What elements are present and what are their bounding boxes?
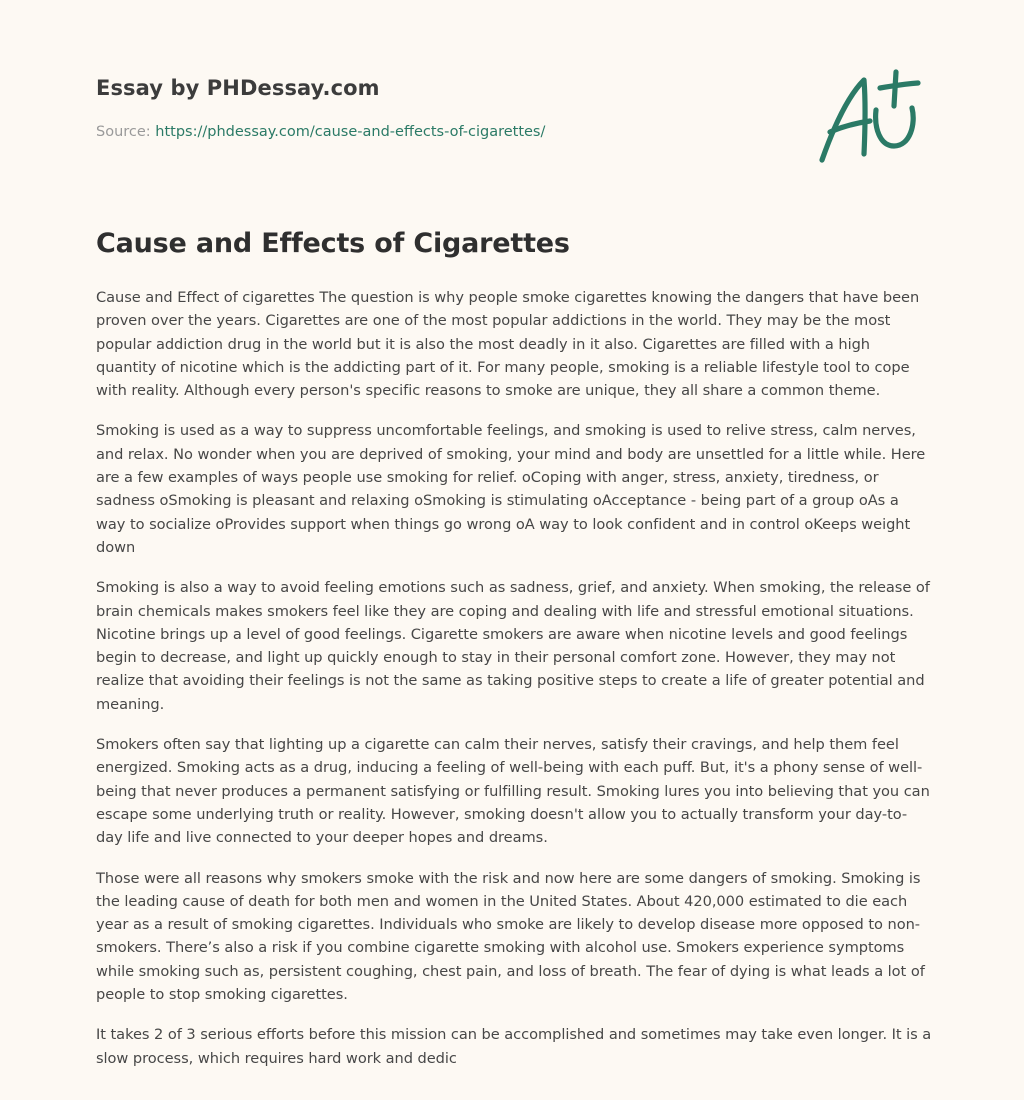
essay-title: Cause and Effects of Cigarettes	[96, 228, 570, 259]
essay-paragraph: Those were all reasons why smokers smoke with the risk and now here are some dangers of smoking. Smoking is the leading cause of death for both men and women in the United States. About 420,000 estimated to die each year as a result of smoking cigarettes. Individuals who smoke are likely to develop disease more opposed to non-smokers. There’s also a risk if you combine cigarette smoking with alcohol use. Smokers experience symptoms while smoking such as, persistent coughing, chest pain, and loss of breath. The fear of dying is what leads a lot of people to stop smoking cigarettes.	[96, 869, 925, 1004]
a-plus-logo-icon	[818, 66, 928, 166]
essay-paragraph: It takes 2 of 3 serious efforts before this mission can be accomplished and sometimes may take even longer. It is a slow process, which requires hard work and dedic	[96, 1026, 932, 1067]
source-label: Source:	[96, 124, 156, 140]
source-link[interactable]: https://phdessay.com/cause-and-effects-of-cigarettes/	[155, 124, 546, 140]
essay-paragraph: Smoking is also a way to avoid feeling emotions such as sadness, grief, and anxiety. When smoking, the release of brain chemicals makes smokers feel like they are coping and dealing with life and stressful emotional situations. Nicotine brings up a level of good feelings. Cigarette smokers are aware when nicotine levels and good feelings begin to decrease, and light up quickly enough to stay in their personal comfort zone. However, they may not realize that avoiding their feelings is not the same as taking positive steps to create a life of greater potential and meaning.	[96, 579, 930, 713]
essay-paragraph: Smokers often say that lighting up a cigarette can calm their nerves, satisfy their cravings, and help them feel energized. Smoking acts as a drug, inducing a feeling of well-being with each puff. But, it's a phony sense of well-being that never produces a permanent satisfying or fulfilling result. Smoking lures you into believing that you can escape some underlying truth or reality. However, smoking doesn't allow you to actually transform your day-to-day life and live connected to your deeper hopes and dreams.	[96, 736, 930, 847]
page-header	[96, 0, 928, 200]
essay-paragraph: Smoking is used as a way to suppress uncomfortable feelings, and smoking is used to relive stress, calm nerves, and relax. No wonder when you are deprived of smoking, your mind and body are unsettled for a little while. Here are a few examples of ways people use smoking for relief. oCoping with anger, stress, anxiety, tiredness, or sadness oSmoking is pleasant and relaxing oSmoking is stimulating oAcceptance - being part of a group oAs a way to socialize oProvides support when things go wrong oA way to look confident and in control oKeeps weight down	[96, 422, 926, 556]
site-brand: Essay by PHDessay.com	[96, 76, 380, 100]
source-line	[96, 124, 545, 140]
essay-paragraph: Cause and Effect of cigarettes The question is why people smoke cigarettes knowing the dangers that have been proven over the years. Cigarettes are one of the most popular addictions in the world. They may be the most popular addiction drug in the world but it is also the most deadly in it also. Cigarettes are filled with a high quantity of nicotine which is the addicting part of it. For many people, smoking is a reliable lifestyle tool to cope with reality. Although every person's specific reasons to smoke are unique, they all share a common theme.	[96, 289, 920, 400]
essay-body	[96, 286, 932, 1087]
